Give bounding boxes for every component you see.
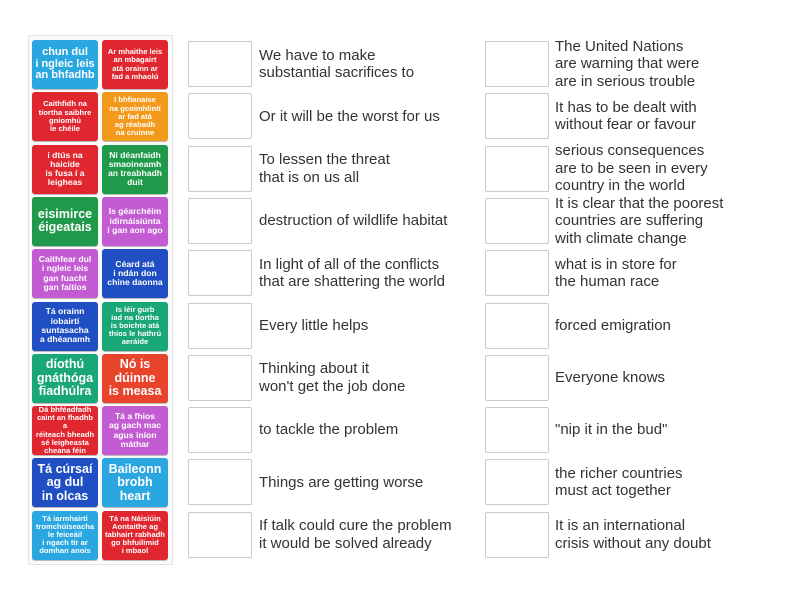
left-drop-slot[interactable]	[188, 512, 252, 558]
left-prompt-text: To lessen the threat that is on us all	[259, 151, 390, 186]
right-drop-slot[interactable]	[485, 41, 549, 87]
left-drop-slot[interactable]	[188, 355, 252, 401]
answer-tile[interactable]: chun dul i ngleic leis an bhfadhb	[32, 40, 98, 89]
answer-tile[interactable]: i dtús na haicíde is fusa í a leigheas	[32, 145, 98, 194]
left-drop-slot[interactable]	[188, 303, 252, 349]
answer-tile[interactable]: Tá a fhios ag gach mac agus iníon máthar	[102, 406, 168, 455]
answer-tile[interactable]: Tá cúrsaí ag dul in olcas	[32, 458, 98, 507]
answer-tile[interactable]: Ar mhaithe leis an mbagairt atá orainn ar fad a mhaolú	[102, 40, 168, 89]
answer-tile[interactable]: Tá iarmhairtí tromchúiseacha le feiceáil i ngach tír ar domhan anois	[32, 511, 98, 560]
left-drop-slot[interactable]	[188, 250, 252, 296]
left-prompt-text: We have to make substantial sacrifices to	[259, 46, 415, 81]
left-drop-slot[interactable]	[188, 407, 252, 453]
answer-tile[interactable]: Nó is dúinne is measa	[102, 354, 168, 403]
right-drop-slot[interactable]	[485, 355, 549, 401]
left-prompt-text: Things are getting worse	[259, 473, 424, 491]
left-prompt-text: If talk could cure the problem it would be solved already	[259, 517, 452, 552]
right-prompt-text: "nip it in the bud"	[555, 421, 668, 439]
right-drop-slot[interactable]	[485, 407, 549, 453]
left-prompt-text: destruction of wildlife habitat	[259, 212, 448, 230]
left-drop-slot[interactable]	[188, 41, 252, 87]
right-prompt-text: It is an international crisis without any doubt	[555, 517, 711, 552]
right-prompt-text: what is in store for the human race	[555, 255, 677, 291]
answer-tile[interactable]: Ní déanfaidh smaoineamh an treabhadh duit	[102, 145, 168, 194]
left-drop-slot[interactable]	[188, 146, 252, 192]
answer-tile[interactable]: Is géarchéim idirnáisiúnta í gan aon ago	[102, 197, 168, 246]
answer-tile[interactable]: díothú gnáthóga fiadhúlra	[32, 354, 98, 403]
right-prompt-text: serious consequences are to be seen in every country in the world	[555, 142, 708, 195]
left-prompt-text: In light of all of the conflicts that are shattering the world	[259, 255, 445, 291]
left-drop-slot[interactable]	[188, 93, 252, 139]
answer-tile[interactable]: Céard atá i ndán don chine daonna	[102, 249, 168, 298]
right-drop-slot[interactable]	[485, 250, 549, 296]
right-drop-slot[interactable]	[485, 459, 549, 505]
right-drop-slot[interactable]	[485, 146, 549, 192]
answer-tile[interactable]: Tá na Náisiúin Aontaithe ag tabhairt rabhadh go bhfuilimid i mbaol	[102, 511, 168, 560]
answer-tile[interactable]: Tá orainn íobairtí suntasacha a dhéanamh	[32, 302, 98, 351]
right-drop-slot[interactable]	[485, 512, 549, 558]
right-drop-slot[interactable]	[485, 303, 549, 349]
answer-tile[interactable]: Is léir gurb iad na tíortha is boichte atá thíos le hathrú aeráide	[102, 302, 168, 351]
left-prompt-text: to tackle the problem	[259, 421, 399, 439]
right-drop-slot[interactable]	[485, 93, 549, 139]
left-prompt-text: Thinking about it won't get the job done	[259, 360, 406, 395]
left-prompt-text: Or it will be the worst for us	[259, 107, 440, 125]
left-drop-slot[interactable]	[188, 198, 252, 244]
answer-tile[interactable]: Caithfear dul i ngleic leis gan fuacht gan faitíos	[32, 249, 98, 298]
answer-tile[interactable]: Baileonn brobh heart	[102, 458, 168, 507]
right-prompt-text: forced emigration	[555, 316, 671, 334]
right-prompt-text: Everyone knows	[555, 369, 666, 387]
right-prompt-text: the richer countries must act together	[555, 464, 683, 500]
left-drop-slot[interactable]	[188, 459, 252, 505]
answer-tile[interactable]: eisimirce éigeatais	[32, 197, 98, 246]
left-prompt-text: Every little helps	[259, 316, 369, 334]
right-drop-slot[interactable]	[485, 198, 549, 244]
answer-tile[interactable]: Caithfidh na tíortha saibhre gníomhú le chéile	[32, 92, 98, 141]
right-prompt-text: The United Nations are warning that were are in serious trouble	[555, 37, 700, 90]
right-prompt-text: It has to be dealt with without fear or favour	[555, 98, 697, 134]
answer-tile[interactable]: I bhfianaise na gcoimhlintí ar fad atá ag réabadh na cruinne	[102, 92, 168, 141]
answer-tile[interactable]: Dá bhféadfadh caint an fhadhb a réiteach bheadh sé leigheasta cheana féin	[32, 406, 98, 455]
right-prompt-text: It is clear that the poorest countries are suffering with climate change	[555, 194, 724, 247]
